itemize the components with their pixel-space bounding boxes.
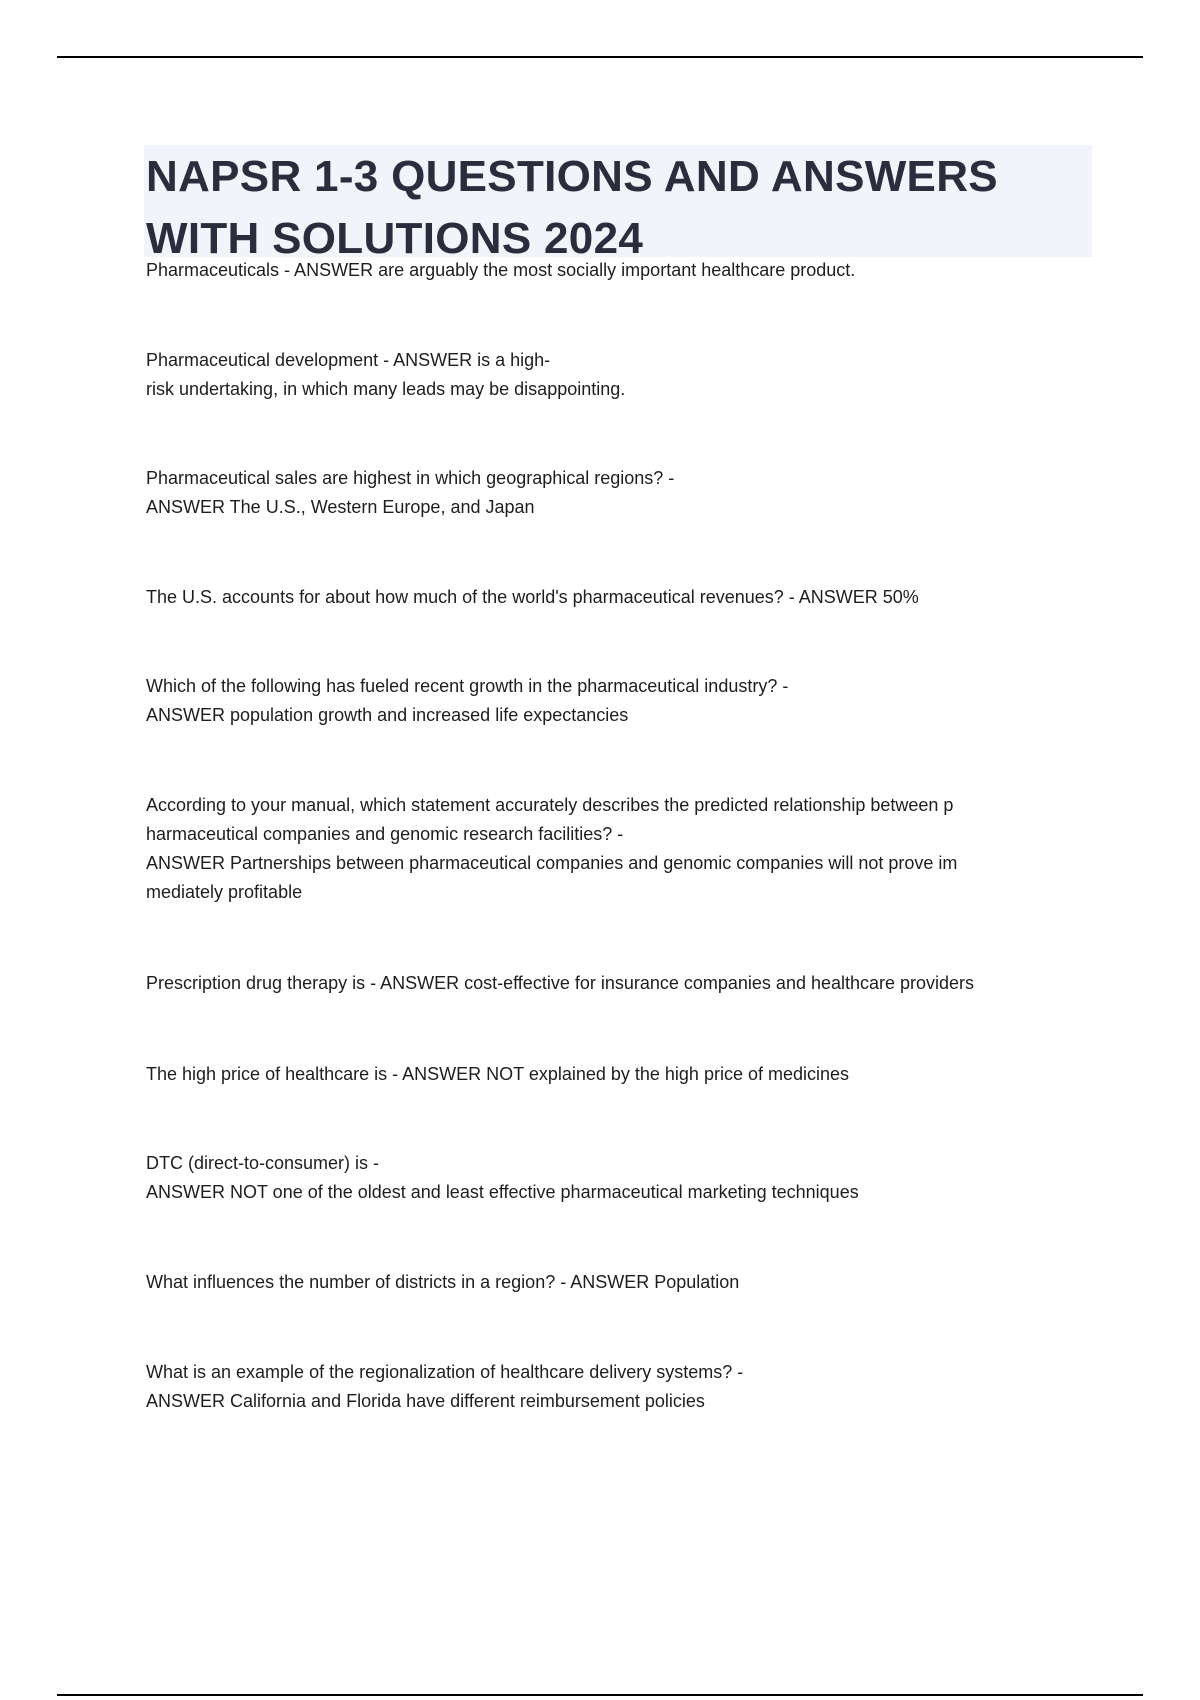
qa-item: Pharmaceutical sales are highest in which geographical regions? - ANSWER The U.S., Western Europe, and Japan xyxy=(146,468,675,517)
qa-item: What influences the number of districts in a region? - ANSWER Population xyxy=(146,1272,740,1292)
qa-item: DTC (direct-to-consumer) is - ANSWER NOT one of the oldest and least effective pharmaceutical marketing techniques xyxy=(146,1153,859,1202)
qa-item: Prescription drug therapy is - ANSWER cost-effective for insurance companies and healthcare providers xyxy=(146,973,975,993)
top-rule xyxy=(57,56,1143,58)
page-title: NAPSR 1-3 QUESTIONS AND ANSWERS WITH SOLUTIONS 2024 xyxy=(146,152,998,263)
bottom-rule xyxy=(57,1694,1143,1696)
qa-item: Which of the following has fueled recent growth in the pharmaceutical industry? - ANSWER population growth and increased life expectancies xyxy=(146,676,789,725)
qa-item: According to your manual, which statement accurately describes the predicted relationship between p harmaceutical companies and genomic research facilities? - ANSWER Partnerships between pharmaceutical companies and genomic companies will not prove im mediately profitable xyxy=(146,795,958,902)
qa-item: Pharmaceutical development - ANSWER is a high- risk undertaking, in which many leads may be disappointing. xyxy=(146,350,626,399)
qa-item: Pharmaceuticals - ANSWER are arguably the most socially important healthcare product. xyxy=(146,260,856,280)
qa-item: The U.S. accounts for about how much of the world's pharmaceutical revenues? - ANSWER 50% xyxy=(146,587,919,607)
qa-item: What is an example of the regionalization of healthcare delivery systems? - ANSWER California and Florida have different reimbursement policies xyxy=(146,1362,744,1411)
qa-item: The high price of healthcare is - ANSWER NOT explained by the high price of medicines xyxy=(146,1064,850,1084)
